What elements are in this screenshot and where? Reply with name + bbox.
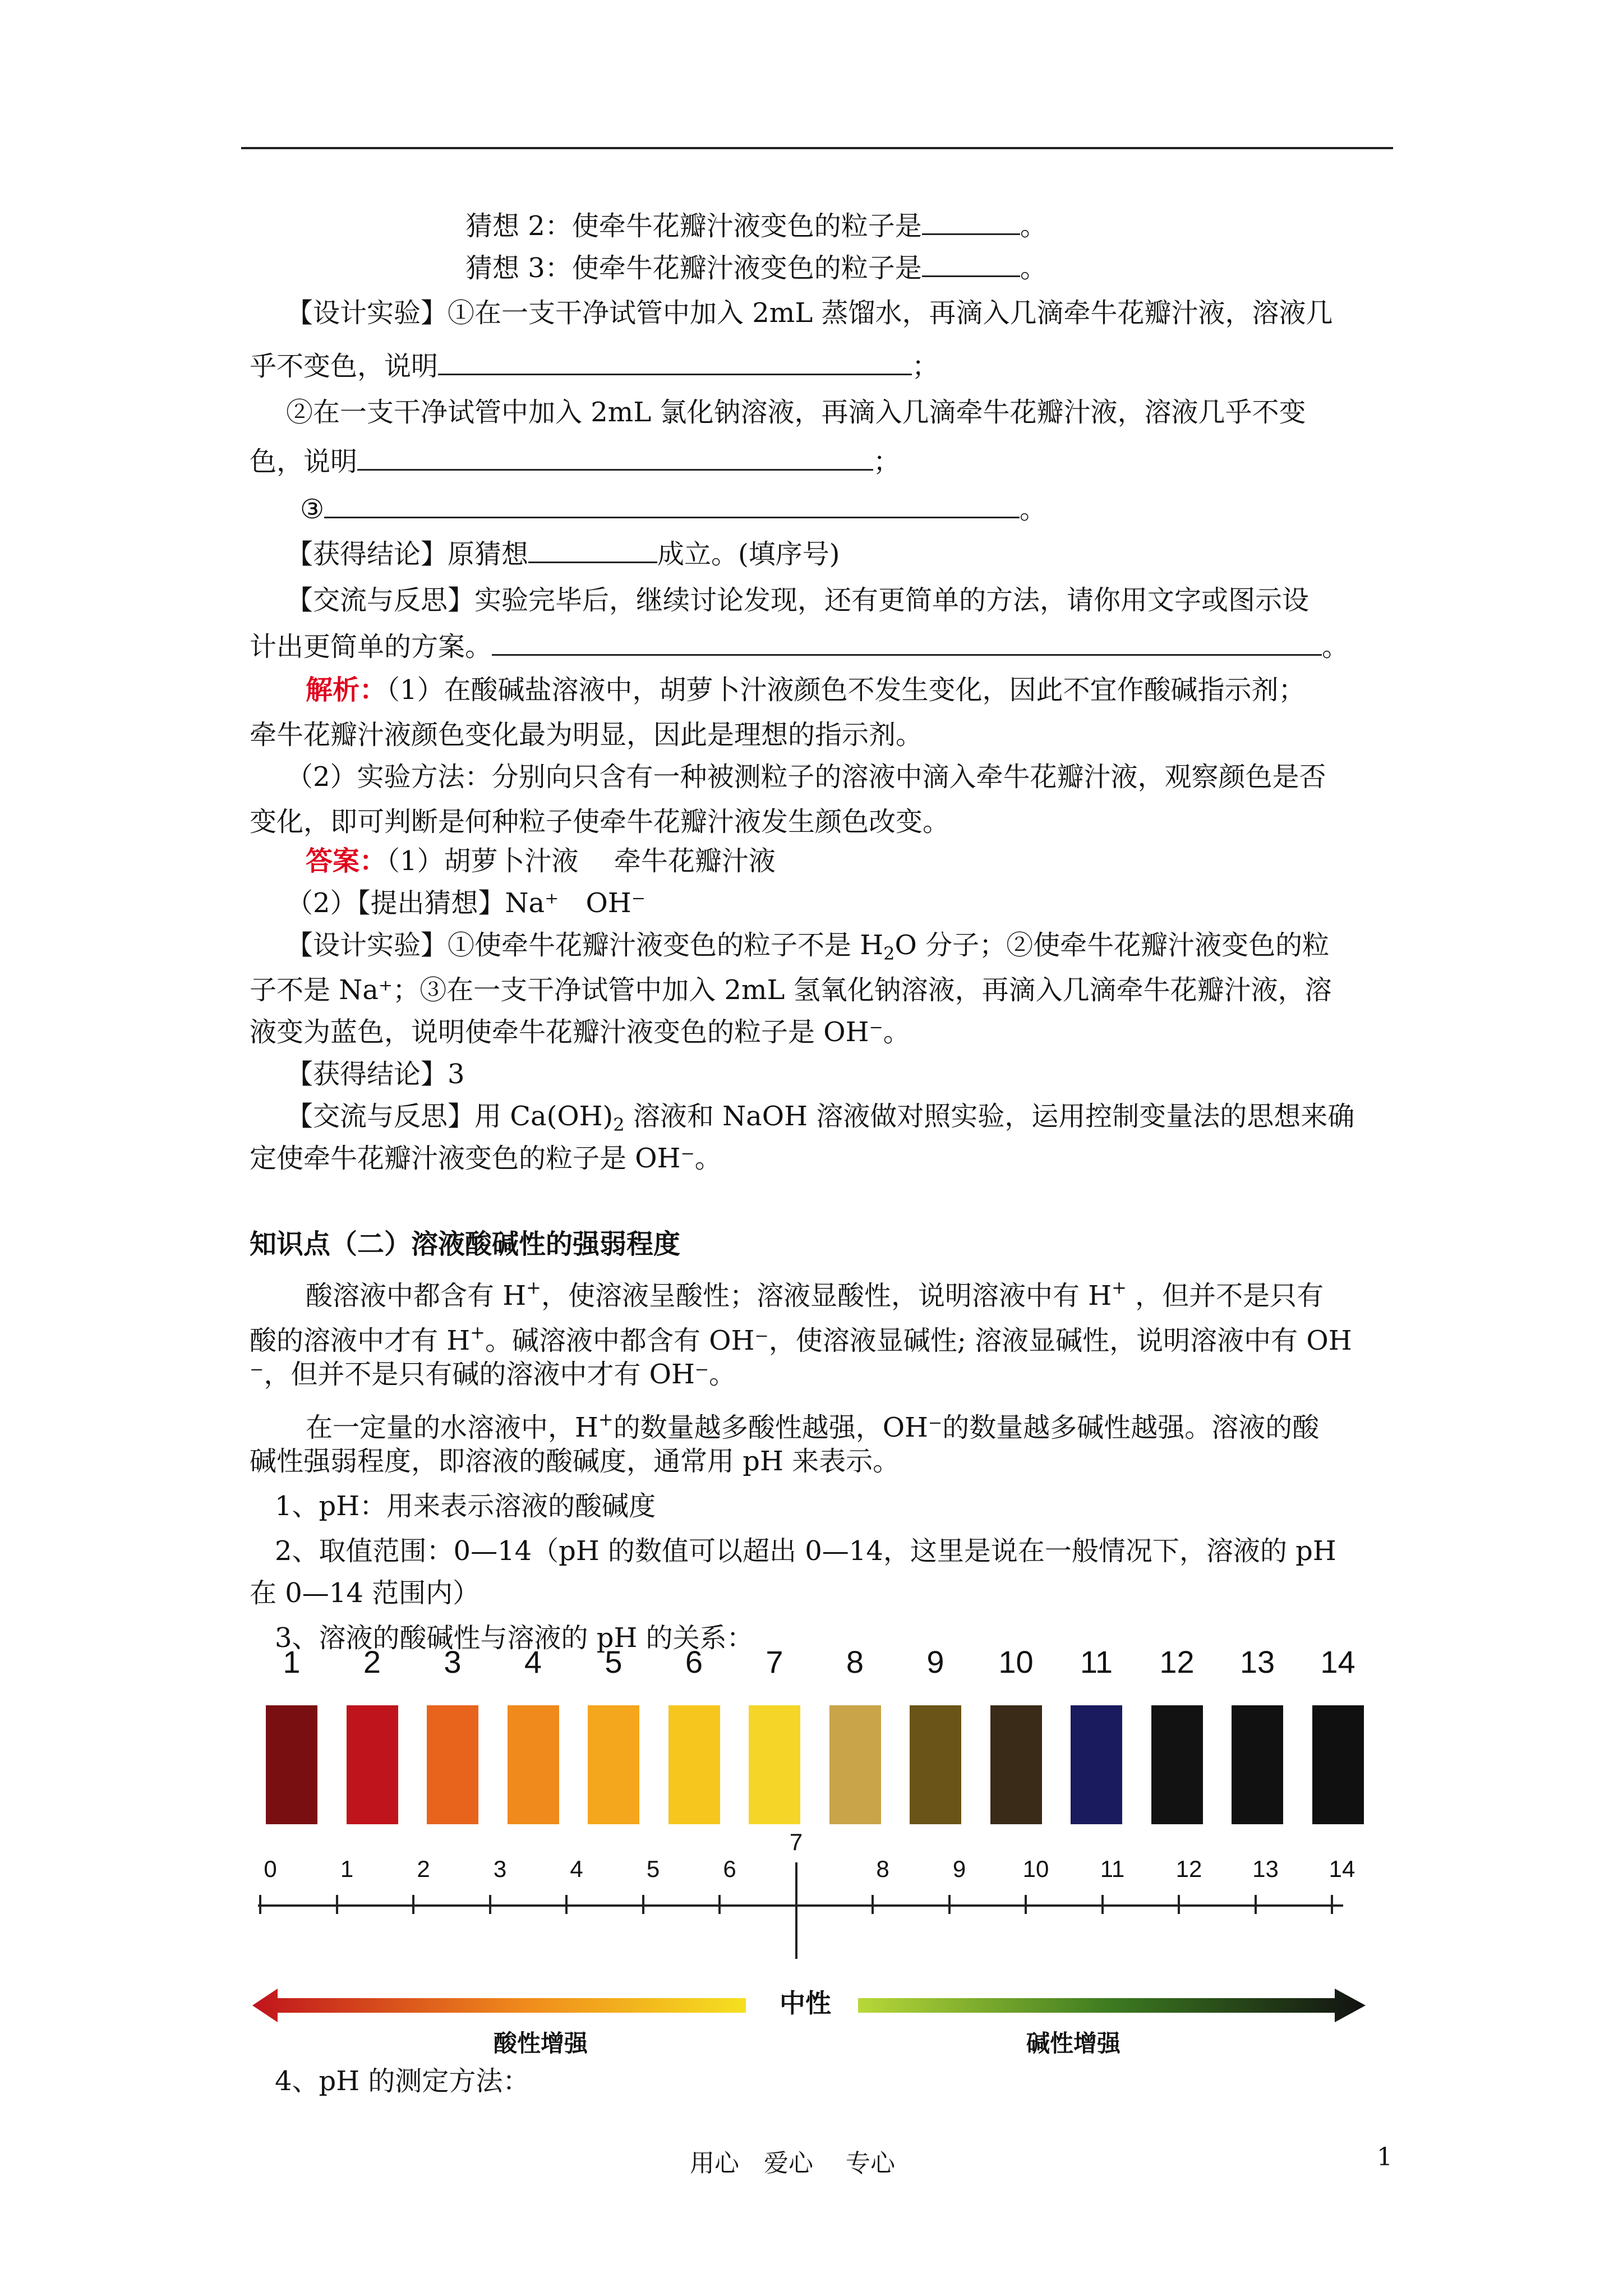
text-line: 【交流与反思】实验完毕后，继续讨论发现，还有更简单的方法，请你用文字或图示设 <box>286 585 1310 616</box>
text-line: 色，说明 ； <box>250 443 900 478</box>
hypothesis-2: 猜想 2：使牵牛花瓣汁液变色的粒子是 <box>465 210 922 242</box>
axis-label: 11 <box>1100 1856 1125 1882</box>
swatch-label: 5 <box>605 1644 623 1680</box>
ph-color-swatch <box>749 1705 800 1824</box>
ph-color-swatch <box>508 1705 559 1824</box>
analysis-label: 解析： <box>306 674 387 706</box>
text-line: 【交流与反思】用 $Ca(OH)_2$ 溶液和 NaOH 溶液做对照实验，运用控制变量法的思想来确 <box>286 1101 1355 1135</box>
swatch-label: 14 <box>1320 1644 1355 1680</box>
answer-blank <box>324 491 1020 518</box>
text-line: 在一定量的水溶液中，H+的数量越多酸性越强，OH⁻的数量越多碱性越强。溶液的酸 <box>306 1409 1320 1443</box>
text-line: 猜想 3：使牵牛花瓣汁液变色的粒子是 。 <box>465 250 1047 285</box>
axis-label: 8 <box>876 1856 889 1882</box>
axis-label: 12 <box>1175 1856 1202 1882</box>
text-line: 乎不变色，说明 ； <box>250 348 939 383</box>
text-line: 2、取值范围：0—14（pH 的数值可以超出 0—14，这里是说在一般情况下，溶液的 pH <box>275 1535 1336 1567</box>
answer-label: 答案： <box>306 845 387 877</box>
axis-tick <box>948 1895 951 1914</box>
axis-label: 10 <box>1022 1856 1049 1882</box>
text-line: 在 0—14 范围内） <box>250 1577 480 1609</box>
ph-color-swatch <box>588 1705 639 1824</box>
analysis-line: 解析：（1）在酸碱盐溶液中，胡萝卜汁液颜色不发生变化，因此不宜作酸碱指示剂； <box>306 674 1306 706</box>
axis-label: 4 <box>570 1856 583 1882</box>
text-line: ⁻，但并不是只有碱的溶液中才有 OH⁻。 <box>250 1359 736 1390</box>
ph-color-swatch <box>427 1705 478 1824</box>
text-line: 牵牛花瓣汁液颜色变化最为明显，因此是理想的指示剂。 <box>250 719 923 751</box>
page-number: 1 <box>1377 2143 1393 2171</box>
axis-label: 13 <box>1252 1856 1279 1882</box>
text-line: ③ 。 <box>300 491 1046 526</box>
axis-tick <box>1178 1895 1180 1914</box>
ph-color-swatch <box>1232 1705 1283 1824</box>
ph-color-swatch <box>1071 1705 1122 1824</box>
axis-tick <box>1101 1895 1104 1914</box>
axis-tick <box>565 1895 568 1914</box>
axis-label: 7 <box>789 1829 803 1855</box>
text-line: 液变为蓝色，说明使牵牛花瓣汁液变色的粒子是 OH⁻。 <box>250 1016 910 1048</box>
swatch-label: 9 <box>926 1644 944 1680</box>
axis-tick <box>795 1862 797 1959</box>
text-line: ②在一支干净试管中加入 2mL 氯化钠溶液，再滴入几滴牵牛花瓣汁液，溶液几乎不变 <box>286 397 1306 428</box>
axis-label: 6 <box>723 1856 736 1882</box>
swatch-label: 13 <box>1239 1644 1275 1680</box>
swatch-label: 11 <box>1080 1644 1113 1680</box>
text-line: 【获得结论】3 <box>286 1059 465 1090</box>
axis-label: 2 <box>417 1856 430 1882</box>
answer-blank <box>528 536 657 563</box>
swatch-label: 7 <box>766 1644 783 1680</box>
swatch-label: 8 <box>846 1644 864 1680</box>
axis-tick <box>412 1895 414 1914</box>
text-line: 4、pH 的测定方法： <box>275 2065 530 2097</box>
axis-label: 5 <box>646 1856 660 1882</box>
answer-blank <box>357 443 873 471</box>
axis-tick <box>259 1895 261 1914</box>
ph-color-swatch <box>347 1705 398 1824</box>
text-line: 酸溶液中都含有 H+，使溶液呈酸性；溶液显酸性，说明溶液中有 H+ ，但并不是只有 <box>306 1277 1324 1312</box>
text-line: 酸的溶液中才有 H+。碱溶液中都含有 OH⁻，使溶液显碱性; 溶液显碱性，说明溶液中有 OH <box>250 1322 1352 1356</box>
answer-blank <box>922 250 1020 277</box>
ph-color-swatch <box>266 1705 317 1824</box>
answer-blank <box>492 628 1322 656</box>
text-line: 子不是 Na⁺；③在一支干净试管中加入 2mL 氢氧化钠溶液，再滴入几滴牵牛花瓣汁液，溶 <box>250 974 1332 1006</box>
swatch-label: 3 <box>444 1644 462 1680</box>
text-line: 【获得结论】原猜想 成立。(填序号) <box>286 536 840 571</box>
swatch-label: 4 <box>524 1644 542 1680</box>
axis-tick <box>1331 1895 1333 1914</box>
ph-color-swatch <box>1151 1705 1203 1824</box>
axis-label: 14 <box>1329 1856 1355 1882</box>
base-increase-label: 碱性增强 <box>1026 2030 1121 2057</box>
neutral-label: 中性 <box>780 1988 831 2018</box>
ph-color-swatch <box>829 1705 881 1824</box>
swatch-label: 6 <box>685 1644 703 1680</box>
ph-scale-figure <box>252 1644 1391 2057</box>
hypothesis-3: 猜想 3：使牵牛花瓣汁液变色的粒子是 <box>465 252 922 284</box>
swatch-label: 12 <box>1159 1644 1195 1680</box>
axis-tick <box>1255 1895 1257 1914</box>
axis-tick <box>489 1895 491 1914</box>
axis-label: 3 <box>493 1856 507 1882</box>
axis-label: 9 <box>952 1856 966 1882</box>
answer-blank <box>438 348 912 375</box>
text-line: 猜想 2：使牵牛花瓣汁液变色的粒子是 。 <box>465 208 1047 243</box>
ph-color-swatch <box>668 1705 720 1824</box>
text-line: 碱性强弱程度，即溶液的酸碱度，通常用 pH 来表示。 <box>250 1446 900 1477</box>
section-title: 知识点（二）溶液酸碱性的强弱程度 <box>250 1228 681 1260</box>
text-line: 3、溶液的酸碱性与溶液的 pH 的关系： <box>275 1622 754 1654</box>
ph-axis-line <box>258 1904 1343 1907</box>
text-line: 变化，即可判断是何种粒子使牵牛花瓣汁液发生颜色改变。 <box>250 806 950 838</box>
text-line: 【设计实验】①使牵牛花瓣汁液变色的粒子不是 $H_2O$ 分子；②使牵牛花瓣汁液变色的粒 <box>286 930 1330 964</box>
answer-line: 答案：（1）胡萝卜汁液 牵牛花瓣汁液 <box>306 845 776 877</box>
swatch-label: 2 <box>363 1644 381 1680</box>
text-line: 定使牵牛花瓣汁液变色的粒子是 OH⁻。 <box>250 1143 722 1174</box>
axis-tick <box>642 1895 644 1914</box>
text-line: 1、pH：用来表示溶液的酸碱度 <box>275 1490 656 1522</box>
header-rule <box>241 147 1393 149</box>
swatch-label: 10 <box>998 1644 1034 1680</box>
text-line: 【设计实验】①在一支干净试管中加入 2mL 蒸馏水，再滴入几滴牵牛花瓣汁液，溶液几 <box>286 297 1333 329</box>
axis-label: 0 <box>264 1856 277 1882</box>
text-line: （2）【提出猜想】Na⁺ OH⁻ <box>286 887 646 919</box>
axis-tick <box>718 1895 721 1914</box>
text-line: 计出更简单的方案。 。 <box>250 628 1349 664</box>
ph-color-swatch <box>1312 1705 1364 1824</box>
axis-tick <box>1025 1895 1027 1914</box>
axis-tick <box>336 1895 338 1914</box>
answer-blank <box>922 208 1020 235</box>
text-line: （2）实验方法：分别向只含有一种被测粒子的溶液中滴入牵牛花瓣汁液，观察颜色是否 <box>286 761 1326 793</box>
ph-color-swatch <box>990 1705 1042 1824</box>
footer-motto: 用心 爱心 专心 <box>690 2149 895 2178</box>
acid-increase-label: 酸性增强 <box>494 2030 588 2057</box>
ph-color-swatch <box>910 1705 961 1824</box>
axis-label: 1 <box>340 1856 354 1882</box>
swatch-label: 1 <box>283 1644 301 1680</box>
axis-tick <box>872 1895 874 1914</box>
